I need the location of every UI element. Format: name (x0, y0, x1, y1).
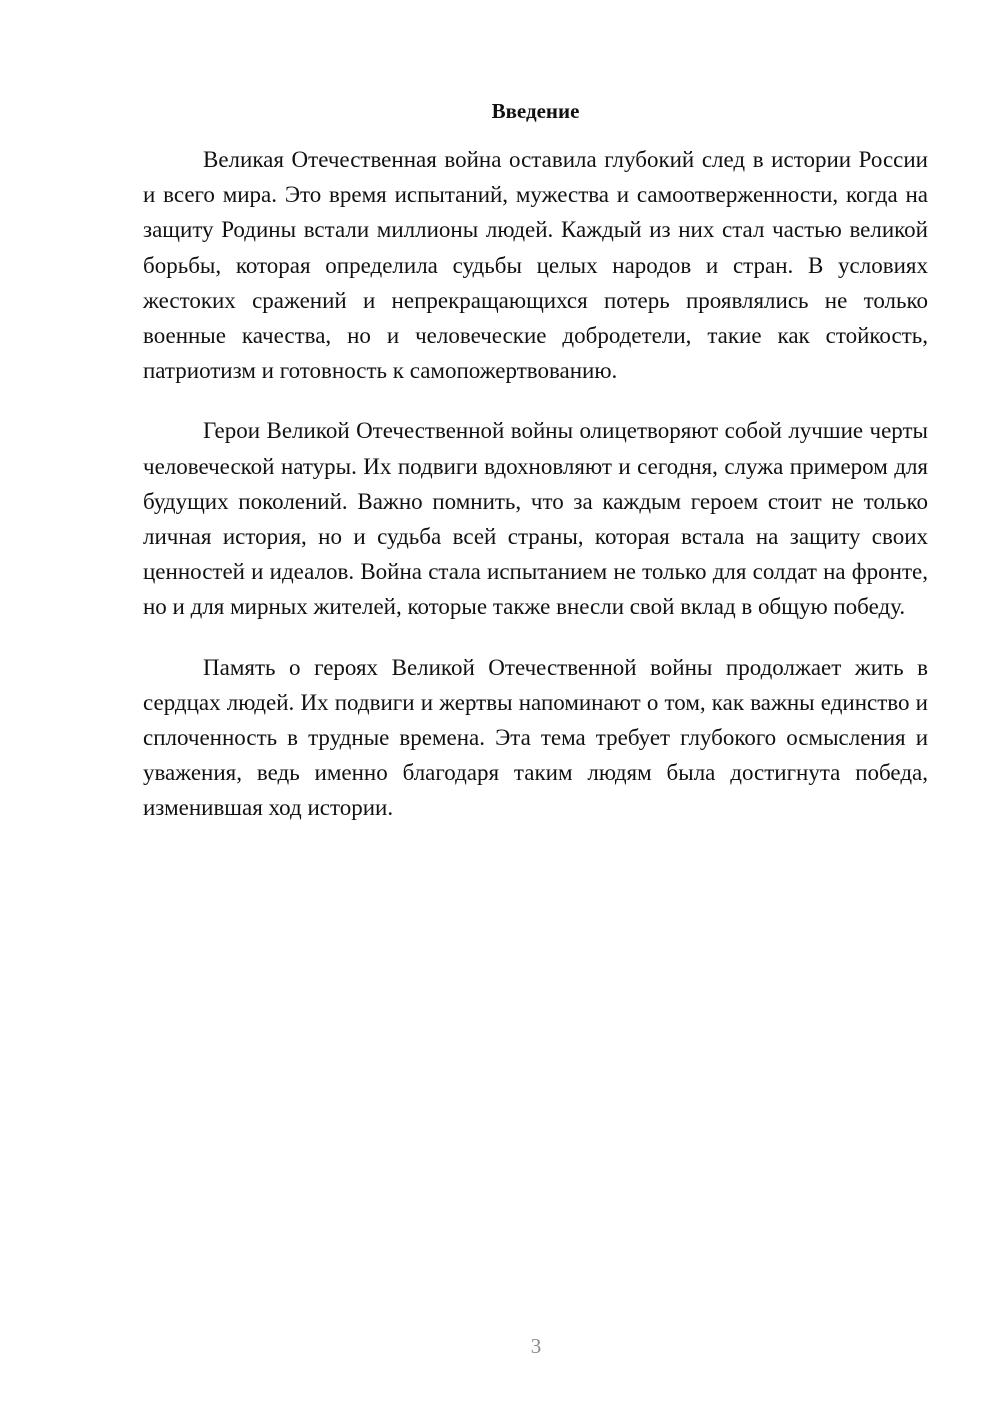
body-text (143, 142, 928, 851)
paragraph-3: Память о героях Великой Отечественной войны продолжает жить в сердцах людей. Их подвиги и жертвы напоминают о том, как важны единство и сплоченность в трудные времена. Эта тема требует глубокого осмысления и уважения, ведь именно благодаря таким людям была достигнута победа, изменившая ход истории. (143, 654, 928, 821)
paragraph-1: Великая Отечественная война оставила глубокий след в истории России и всего мира. Это время испытаний, мужества и самоотверженности, когда на защиту Родины встали миллионы людей. Каждый из них стал частью великой борьбы, которая определила судьбы целых народов и стран. В условиях жестоких сражений и непрекращающихся потерь проявлялись не только военные качества, но и человеческие добродетели, такие как стойкость, патриотизм и готовность к самопожертвованию. (143, 147, 928, 384)
page-number: 3 (530, 1334, 542, 1358)
section-heading: Введение (491, 99, 580, 123)
paragraph-2: Герои Великой Отечественной войны олицетворяют собой лучшие черты человеческой натуры. Их подвиги вдохновляют и сегодня, служа примером для будущих поколений. Важно помнить, что за каждым героем стоит не только личная история, но и судьба всей страны, которая встала на защиту своих ценностей и идеалов. Война стала испытанием не только для солдат на фронте, но и для мирных жителей, которые также внесли свой вклад в общую победу. (143, 418, 928, 620)
